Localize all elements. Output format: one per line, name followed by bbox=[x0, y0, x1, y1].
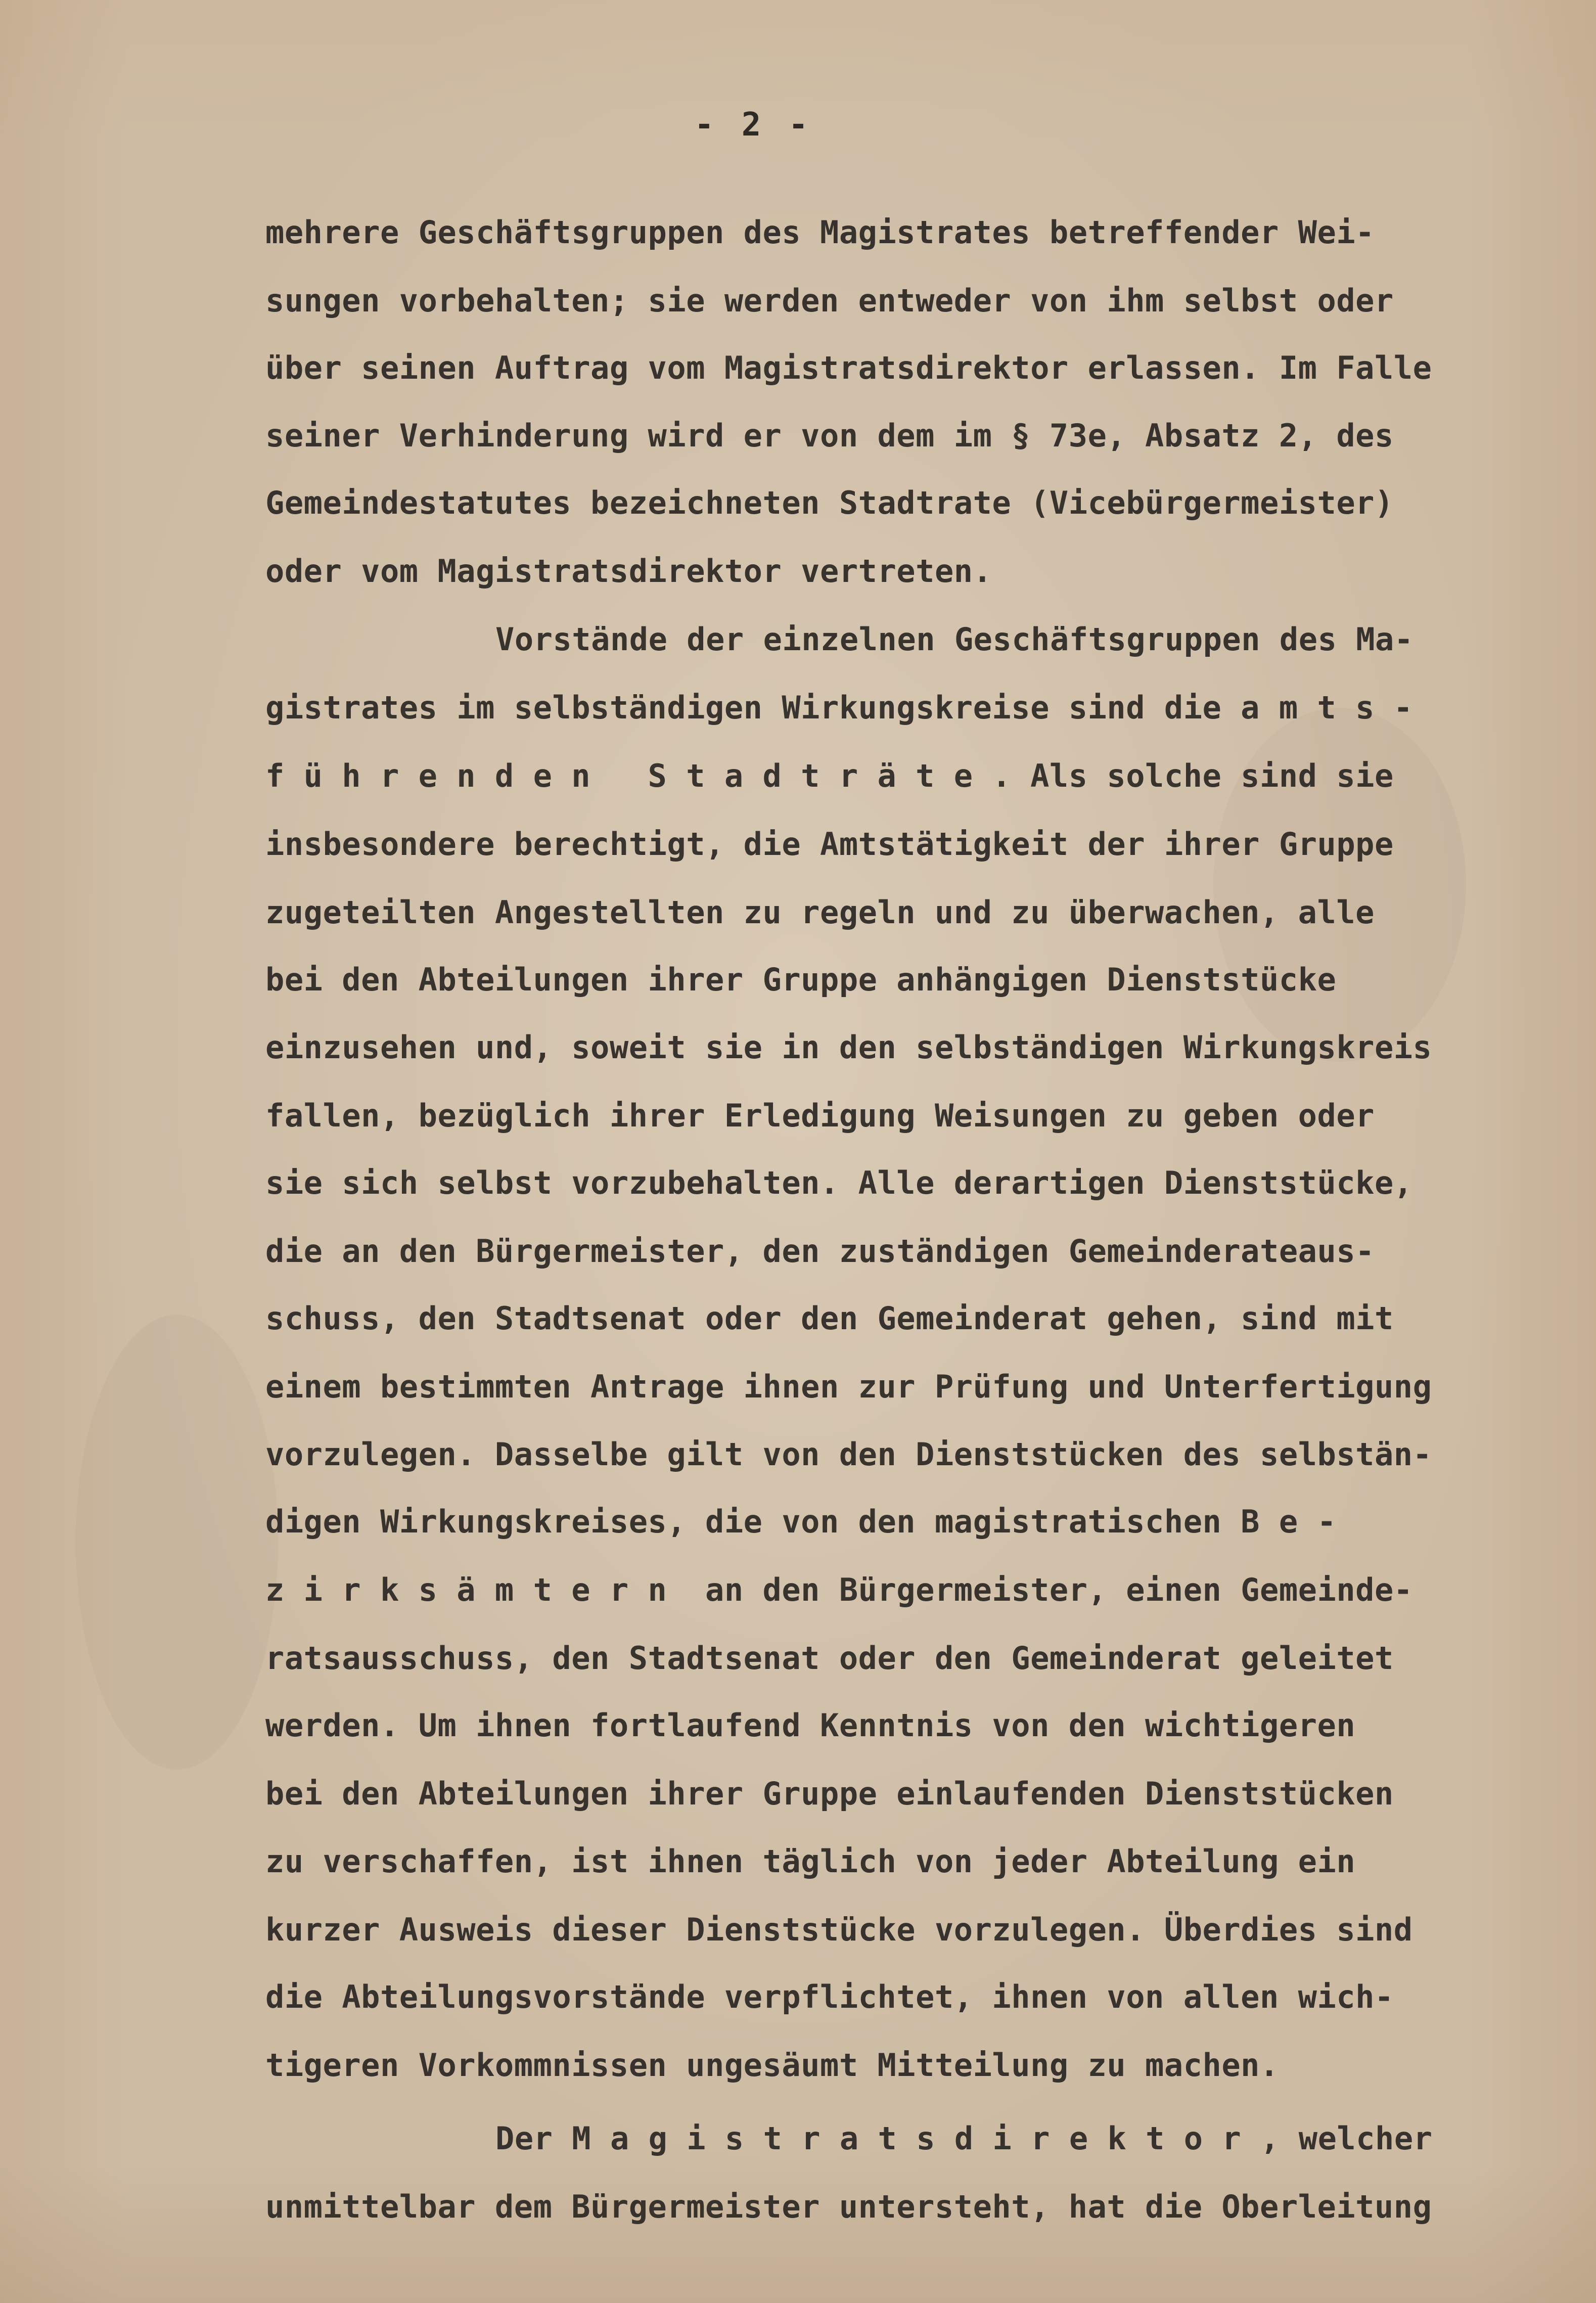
text-line: tigeren Vorkommnissen ungesäumt Mitteilung zu machen. bbox=[265, 2047, 1279, 2084]
text-line: bei den Abteilungen ihrer Gruppe anhängigen Dienststücke bbox=[265, 961, 1337, 998]
text-line: vorzulegen. Dasselbe gilt von den Dienststücken des selbstän- bbox=[265, 1436, 1432, 1473]
text-line: die Abteilungsvorstände verpflichtet, ihnen von allen wich- bbox=[265, 1978, 1394, 2015]
text-line: insbesondere berechtigt, die Amtstätigkeit der ihrer Gruppe bbox=[265, 826, 1394, 863]
text-line: sie sich selbst vorzubehalten. Alle derartigen Dienststücke, bbox=[265, 1164, 1413, 1201]
text-line: Gemeindestatutes bezeichneten Stadtrate (Vicebürgermeister) bbox=[265, 484, 1394, 521]
text-line: die an den Bürgermeister, den zuständigen Gemeinderateaus- bbox=[265, 1233, 1375, 1270]
text-line: fallen, bezüglich ihrer Erledigung Weisungen zu geben oder bbox=[265, 1097, 1375, 1134]
text-line: zu verschaffen, ist ihnen täglich von jeder Abteilung ein bbox=[265, 1843, 1356, 1880]
text-line: oder vom Magistratsdirektor vertreten. bbox=[265, 553, 992, 590]
text-line: sungen vorbehalten; sie werden entweder von ihm selbst oder bbox=[265, 282, 1394, 319]
text-line: kurzer Ausweis dieser Dienststücke vorzulegen. Überdies sind bbox=[265, 1911, 1413, 1948]
text-line: digen Wirkungskreises, die von den magistratischen B e - bbox=[265, 1503, 1337, 1540]
text-line: mehrere Geschäftsgruppen des Magistrates betreffender Wei- bbox=[265, 214, 1375, 251]
text-line: bei den Abteilungen ihrer Gruppe einlaufenden Dienststücken bbox=[265, 1775, 1394, 1812]
text-line: z i r k s ä m t e r n an den Bürgermeister, einen Gemeinde- bbox=[265, 1571, 1413, 1608]
text-line: zugeteilten Angestellten zu regeln und zu überwachen, alle bbox=[265, 894, 1375, 931]
text-line: über seinen Auftrag vom Magistratsdirektor erlassen. Im Falle bbox=[265, 349, 1432, 386]
text-line: einzusehen und, soweit sie in den selbständigen Wirkungskreis bbox=[265, 1029, 1432, 1066]
text-line: gistrates im selbständigen Wirkungskreise sind die a m t s - bbox=[265, 689, 1413, 726]
paragraph-start-line: Der M a g i s t r a t s d i r e k t o r , welcher bbox=[495, 2120, 1433, 2157]
text-line: einem bestimmten Antrage ihnen zur Prüfung und Unterfertigung bbox=[265, 1368, 1432, 1405]
paragraph-start-line: Vorstände der einzelnen Geschäftsgruppen des Ma- bbox=[495, 621, 1413, 658]
text-line: werden. Um ihnen fortlaufend Kenntnis von den wichtigeren bbox=[265, 1707, 1356, 1744]
text-line: ratsausschuss, den Stadtsenat oder den Gemeinderat geleitet bbox=[265, 1640, 1394, 1677]
text-line: unmittelbar dem Bürgermeister untersteht, hat die Oberleitung bbox=[265, 2188, 1432, 2225]
text-line: schuss, den Stadtsenat oder den Gemeinderat gehen, sind mit bbox=[265, 1300, 1394, 1337]
text-line: seiner Verhinderung wird er von dem im § 73e, Absatz 2, des bbox=[265, 417, 1394, 454]
page-number: - 2 - bbox=[694, 106, 812, 144]
text-line: f ü h r e n d e n S t a d t r ä t e . Als solche sind sie bbox=[265, 757, 1394, 794]
